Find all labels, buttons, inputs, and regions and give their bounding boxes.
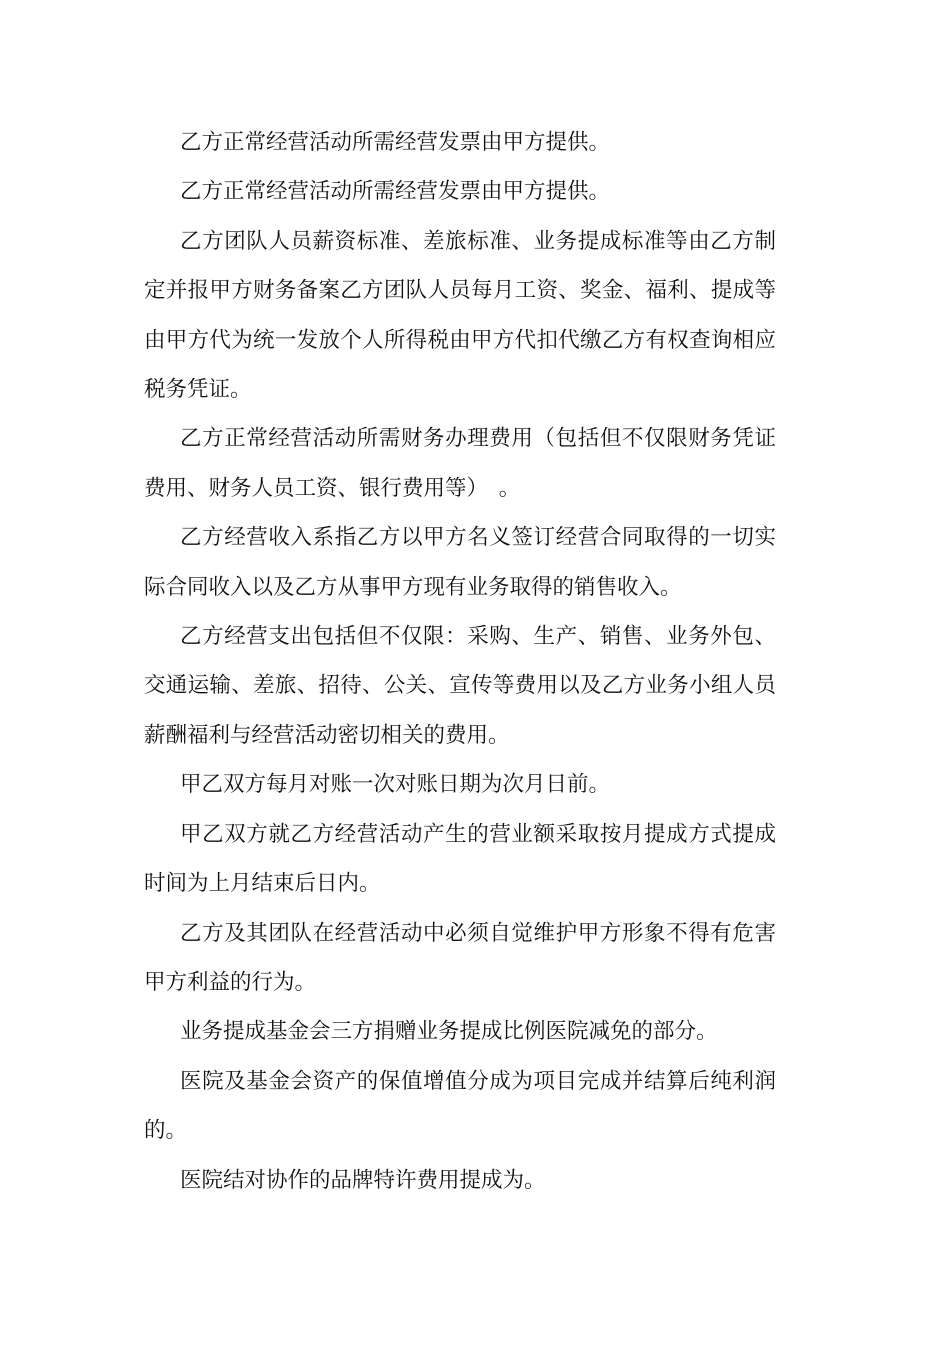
paragraph-4: 乙方正常经营活动所需财务办理费用（包括但不仅限财务凭证费用、财务人员工资、银行费用等） 。 bbox=[144, 426, 776, 501]
paragraph-12: 医院结对协作的品牌特许费用提成为。 bbox=[180, 1167, 546, 1193]
paragraph-1: 乙方正常经营活动所需经营发票由甲方提供。 bbox=[180, 130, 611, 155]
paragraph-10: 业务提成基金会三方捐赠业务提成比例医院减免的部分。 bbox=[180, 1019, 718, 1045]
paragraph-8: 甲乙双方就乙方经营活动产生的营业额采取按月提成方式提成时间为上月结束后日内。 bbox=[144, 821, 776, 897]
paragraph-7: 甲乙双方每月对账一次对账日期为次月日前。 bbox=[180, 772, 611, 798]
paragraph-6: 乙方经营支出包括但不仅限：采购、生产、销售、业务外包、交通运输、差旅、招待、公关、宣传等费用以及乙方业务小组人员薪酬福利与经营活动密切相关的费用。 bbox=[144, 624, 776, 748]
paragraph-2: 乙方正常经营活动所需经营发票由甲方提供。 bbox=[180, 179, 611, 205]
paragraph-5: 乙方经营收入系指乙方以甲方名义签订经营合同取得的一切实际合同收入以及乙方从事甲方现有业务取得的销售收入。 bbox=[144, 525, 776, 600]
paragraph-11: 医院及基金会资产的保值增值分成为项目完成并结算后纯利润的。 bbox=[144, 1068, 776, 1144]
document-body bbox=[144, 118, 776, 1205]
paragraph-3: 乙方团队人员薪资标准、差旅标准、业务提成标准等由乙方制定并报甲方财务备案乙方团队人员每月工资、奖金、福利、提成等由甲方代为统一发放个人所得税由甲方代扣代缴乙方有权查询相应税务凭证。 bbox=[144, 228, 776, 403]
paragraph-9: 乙方及其团队在经营活动中必须自觉维护甲方形象不得有危害甲方利益的行为。 bbox=[144, 920, 776, 995]
